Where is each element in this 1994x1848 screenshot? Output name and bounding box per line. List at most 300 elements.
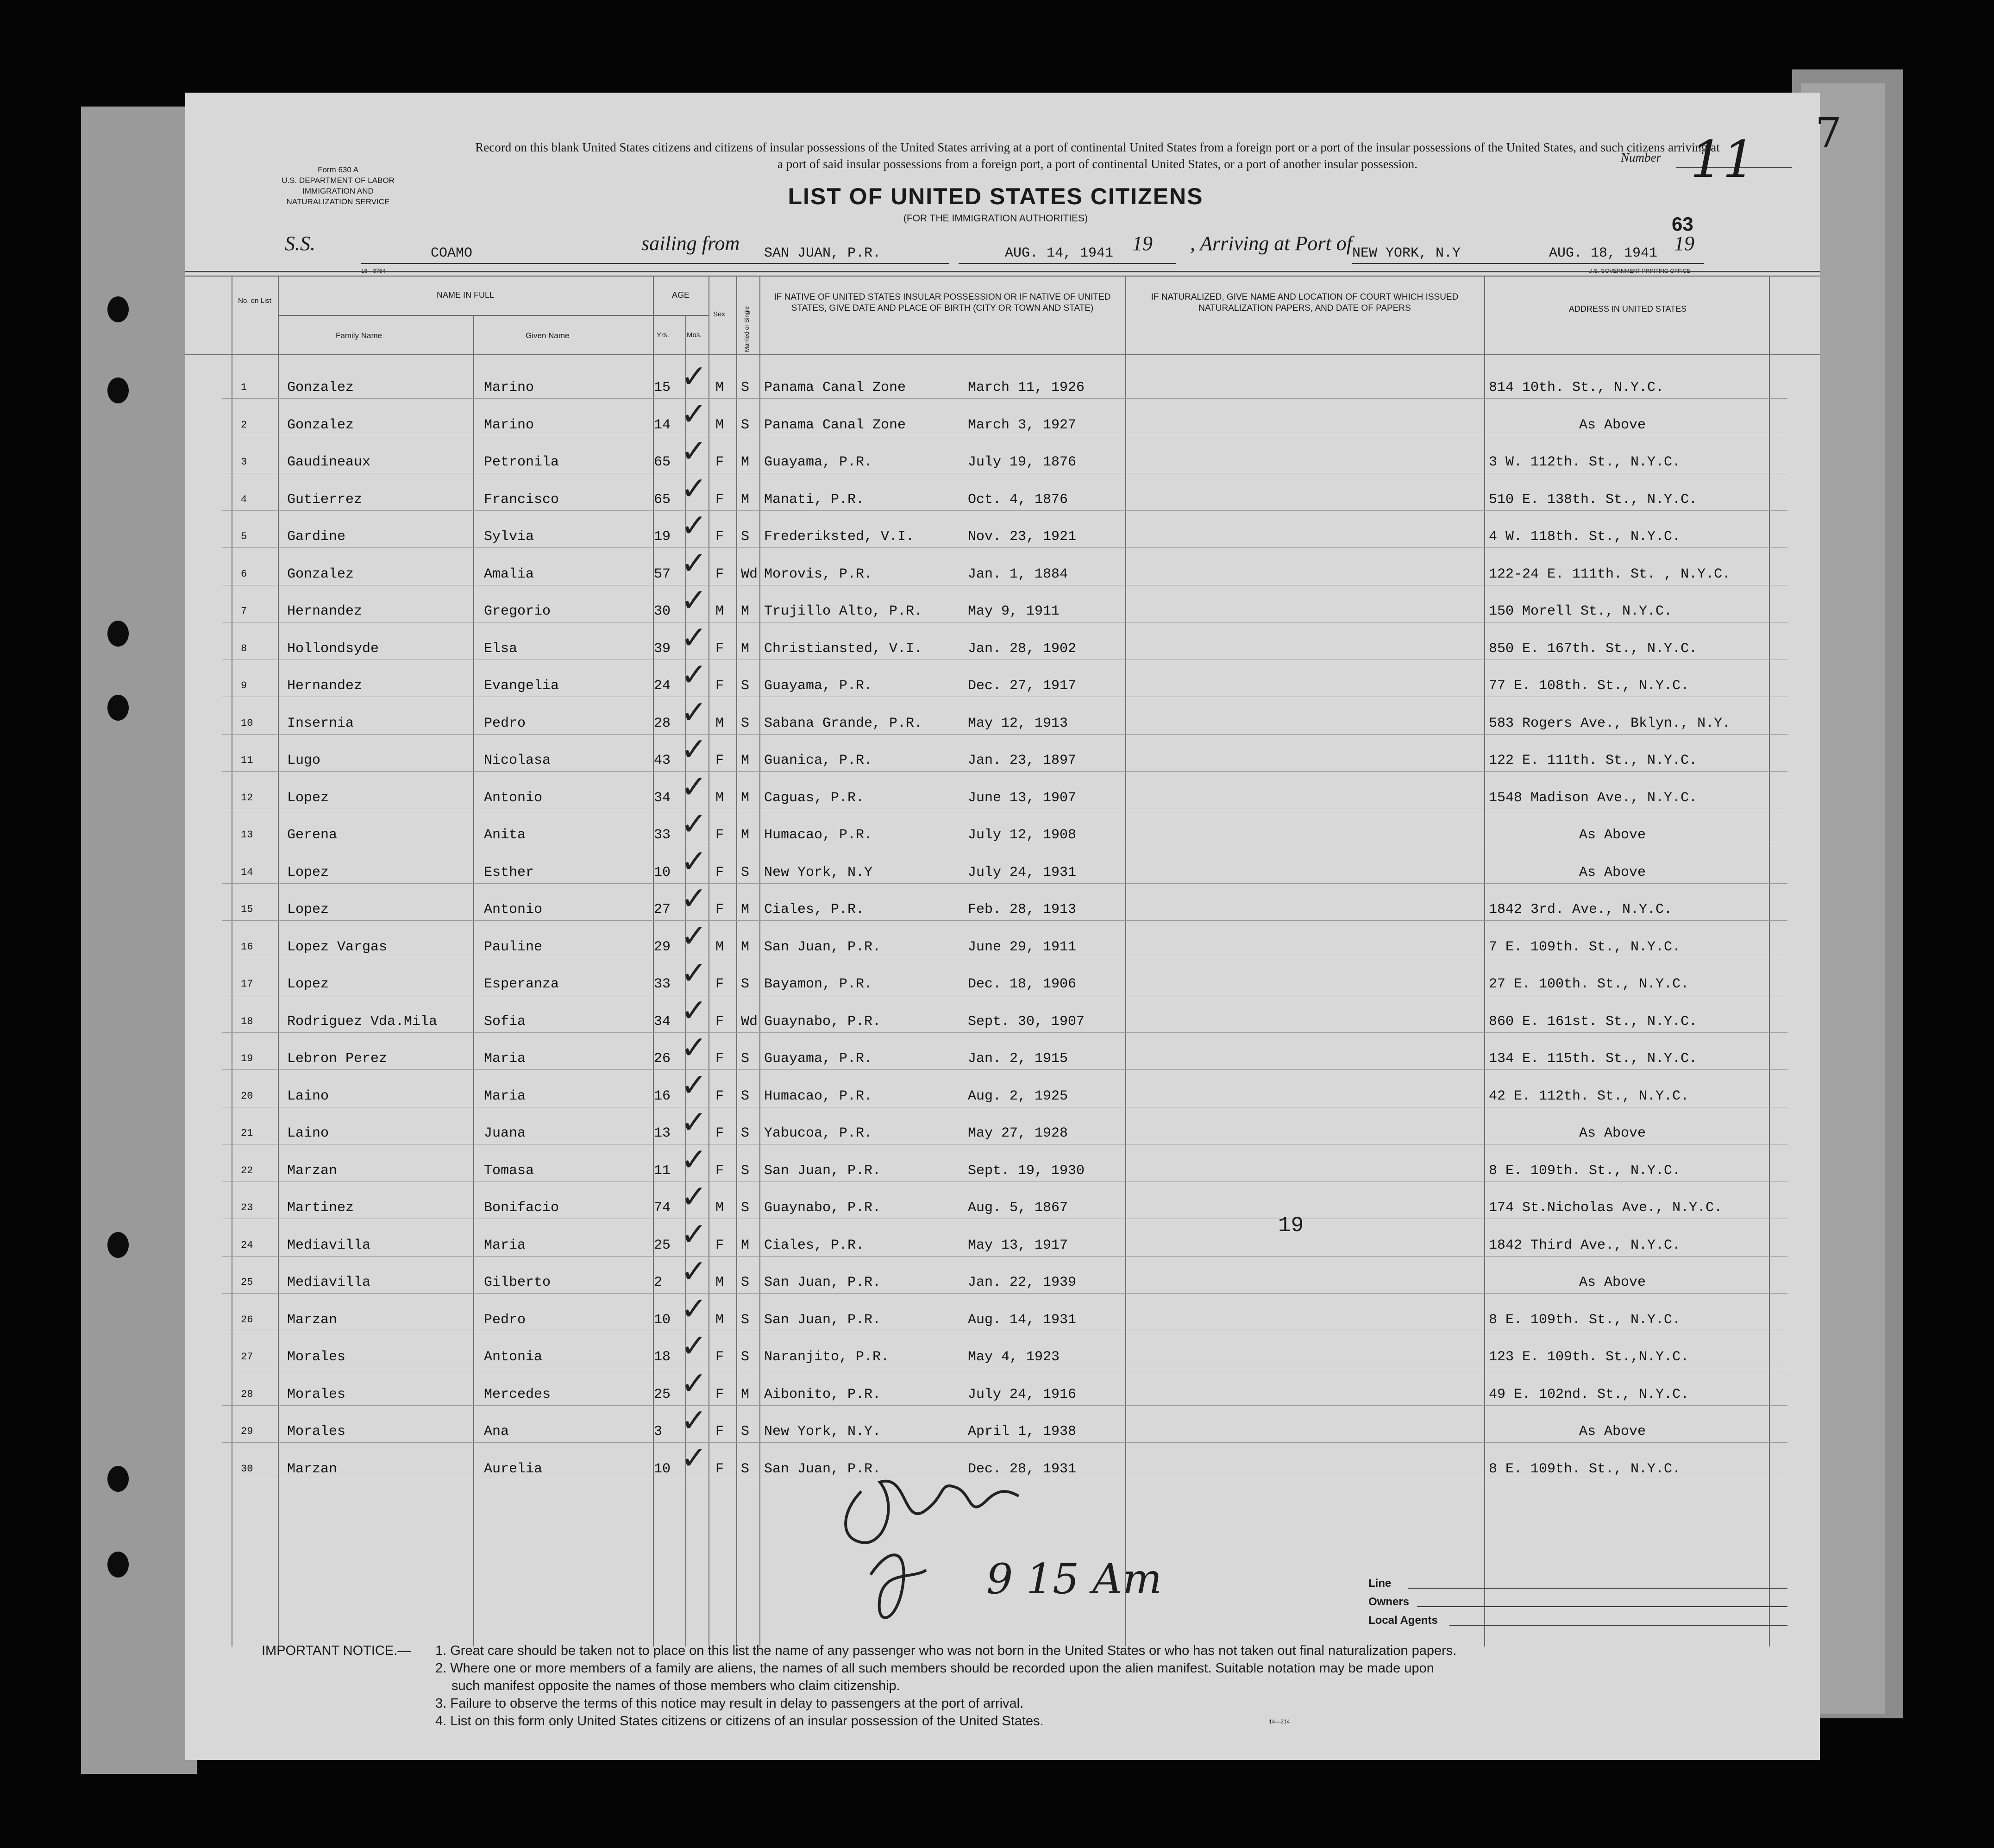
cell-family: Laino [287, 1125, 329, 1141]
check-mark-icon: ✓ [681, 731, 707, 768]
form-identifier [245, 164, 431, 207]
cell-yrs: 57 [654, 566, 671, 582]
cell-address: 49 E. 102nd. St., N.Y.C. [1489, 1386, 1689, 1402]
manifest-page [185, 93, 1842, 1760]
cell-yrs: 34 [654, 1013, 671, 1030]
cell-ms: M [741, 902, 750, 918]
ship-name: COAMO [431, 245, 473, 261]
cell-place: Ciales, P.R. [764, 902, 865, 918]
cell-family: Gerena [287, 827, 338, 843]
cell-address: 77 E. 108th. St., N.Y.C. [1489, 678, 1689, 694]
cell-ms: S [741, 1312, 750, 1328]
check-mark-icon: ✓ [681, 396, 707, 433]
year-prefix-2: 19 [1674, 232, 1694, 255]
cell-ms: S [741, 380, 750, 396]
cell-given: Pedro [484, 1312, 526, 1328]
notice-item-2: 2. Where one or more members of a family are aliens, the names of all such members should be recorded upon the alien manifest. Suitable notation may be made upon [435, 1661, 1434, 1676]
cell-ms: Wd [741, 1013, 758, 1030]
cell-ms: S [741, 1349, 750, 1365]
stamp-number: 63 [1672, 213, 1693, 235]
cell-family: Gutierrez [287, 491, 363, 508]
cell-sex: F [715, 976, 724, 992]
cell-no: 14 [241, 866, 253, 878]
check-mark-icon: ✓ [681, 1365, 707, 1402]
cell-date: Feb. 28, 1913 [968, 902, 1077, 918]
cell-date: March 3, 1927 [968, 417, 1077, 433]
cell-given: Marino [484, 417, 534, 433]
cell-yrs: 2 [654, 1275, 663, 1290]
cell-place: Humacao, P.R. [764, 1088, 873, 1104]
check-mark-icon: ✓ [681, 880, 707, 917]
col-header-age: AGE [671, 290, 690, 300]
cell-ms: M [741, 827, 750, 843]
cell-ms: M [741, 641, 750, 657]
cell-given: Sofia [484, 1013, 526, 1030]
cell-sex: M [715, 1200, 724, 1216]
cell-no: 10 [241, 717, 253, 729]
cell-given: Amalia [484, 566, 534, 582]
punch-hole [107, 1232, 129, 1258]
cell-yrs: 3 [654, 1424, 663, 1439]
check-mark-icon: ✓ [681, 1253, 707, 1290]
cell-address: 174 St.Nicholas Ave., N.Y.C. [1489, 1200, 1723, 1216]
cell-family: Hernandez [287, 603, 363, 619]
check-mark-icon: ✓ [681, 1290, 707, 1327]
page-subtitle: (FOR THE IMMIGRATION AUTHORITIES) [903, 213, 1088, 224]
cell-ms: M [741, 753, 750, 768]
cell-no: 3 [241, 456, 247, 468]
cell-given: Esther [484, 864, 534, 880]
cell-family: Lugo [287, 753, 321, 768]
col-header-no: No. on List [238, 297, 271, 305]
sailing-from: SAN JUAN, P.R. [764, 245, 881, 261]
cell-yrs: 65 [654, 454, 671, 470]
cell-no: 22 [241, 1164, 253, 1176]
cell-yrs: 43 [654, 753, 671, 768]
cell-no: 24 [241, 1239, 253, 1251]
cell-place: Guanica, P.R. [764, 753, 873, 768]
cell-yrs: 25 [654, 1237, 671, 1253]
cell-sex: M [715, 603, 724, 619]
cell-no: 8 [241, 642, 247, 654]
sailing-label: sailing from [641, 232, 740, 255]
cell-family: Morales [287, 1349, 346, 1365]
cell-sex: F [715, 827, 724, 843]
cell-ms: S [741, 678, 750, 694]
cell-family: Martinez [287, 1200, 354, 1216]
cell-yrs: 14 [654, 417, 671, 433]
cell-no: 1 [241, 382, 247, 393]
row-rule [222, 734, 1787, 735]
cell-address: 123 E. 109th. St.,N.Y.C. [1489, 1349, 1689, 1365]
cell-place: New York, N.Y. [764, 1424, 881, 1439]
cell-family: Lebron Perez [287, 1051, 388, 1067]
cell-ms: M [741, 491, 750, 508]
cell-address: As Above [1579, 827, 1646, 843]
cell-date: Oct. 4, 1876 [968, 491, 1068, 508]
col-header-address: ADDRESS IN UNITED STATES [1568, 304, 1687, 314]
cell-ms: M [741, 1386, 750, 1402]
cell-sex: F [715, 1461, 724, 1477]
cell-no: 12 [241, 792, 253, 804]
cell-family: Morales [287, 1386, 346, 1402]
sailing-date: AUG. 14, 1941 [1005, 245, 1114, 261]
year-prefix-1: 19 [1132, 232, 1153, 255]
cell-yrs: 30 [654, 603, 671, 619]
cell-address: 122-24 E. 111th. St. , N.Y.C. [1489, 566, 1731, 582]
row-rule [222, 547, 1787, 548]
cell-no: 30 [241, 1463, 253, 1475]
cell-address: 42 E. 112th. St., N.Y.C. [1489, 1088, 1689, 1104]
cell-yrs: 13 [654, 1125, 671, 1141]
col-header-naturalized: IF NATURALIZED, GIVE NAME AND LOCATION OF COURT WHICH ISSUED NATURALIZATION PAPERS, AND DATE OF PAPERS [1151, 292, 1459, 313]
check-mark-icon: ✓ [681, 657, 707, 693]
cell-sex: M [715, 417, 724, 433]
cell-sex: F [715, 1163, 724, 1179]
cell-given: Pauline [484, 939, 543, 955]
cell-family: Hernandez [287, 678, 363, 694]
cell-yrs: 19 [654, 529, 671, 545]
cell-sex: M [715, 1312, 724, 1328]
cell-ms: M [741, 454, 750, 470]
col-header-sex: Sex [713, 310, 725, 318]
cell-place: Caguas, P.R. [764, 790, 865, 806]
col-header-birth: IF NATIVE OF UNITED STATES INSULAR POSSESSION OR IF NATIVE OF UNITED STATES, GIVE DATE AND PLACE OF BIRTH (CITY OR TOWN AND STATE) [774, 292, 1111, 313]
notice-heading: IMPORTANT NOTICE.— [262, 1643, 411, 1658]
cell-date: July 24, 1916 [968, 1386, 1077, 1402]
owners-label: Owners [1368, 1596, 1410, 1608]
notice-item-1: 1. Great care should be taken not to place on this list the name of any passenger who was not born in the United States or who has not taken out final naturalization papers. [435, 1643, 1457, 1658]
cell-address: 1842 Third Ave., N.Y.C. [1489, 1237, 1681, 1253]
cell-sex: M [715, 939, 724, 955]
form-instructions: Record on this blank United States citizens and citizens of insular possessions of the United States arriving at a port of continental United States from a foreign port or a port of the insular possessions of the United States, and such citizens arriving at a port of said insular possessions from a foreign port, a port of continental United States, or a port of another insular possession. [475, 140, 1720, 171]
cell-address: 7 E. 109th. St., N.Y.C. [1489, 939, 1681, 955]
cell-no: 17 [241, 978, 253, 990]
cell-ms: S [741, 1088, 750, 1104]
cell-family: Morales [287, 1424, 346, 1439]
punch-hole [107, 1552, 129, 1578]
cell-given: Anita [484, 827, 526, 843]
cell-sex: F [715, 1013, 724, 1030]
cell-place: Sabana Grande, P.R. [764, 715, 923, 731]
cell-address: 1548 Madison Ave., N.Y.C. [1489, 790, 1698, 806]
cell-address: 8 E. 109th. St., N.Y.C. [1489, 1312, 1681, 1328]
cell-ms: S [741, 417, 750, 433]
cell-date: Jan. 28, 1902 [968, 641, 1077, 657]
cell-no: 16 [241, 941, 253, 953]
cell-date: May 27, 1928 [968, 1125, 1068, 1141]
cell-sex: F [715, 491, 724, 508]
check-mark-icon: ✓ [681, 1141, 707, 1178]
cell-ms: S [741, 1200, 750, 1216]
cell-date: Dec. 18, 1906 [968, 976, 1077, 992]
cell-address: 8 E. 109th. St., N.Y.C. [1489, 1461, 1681, 1477]
punch-hole [107, 1466, 129, 1492]
cell-no: 27 [241, 1351, 253, 1363]
cell-date: July 24, 1931 [968, 864, 1077, 880]
cell-date: Aug. 14, 1931 [968, 1312, 1077, 1328]
cell-sex: M [715, 380, 724, 396]
cell-place: Guayama, P.R. [764, 454, 873, 470]
cell-address: 8 E. 109th. St., N.Y.C. [1489, 1163, 1681, 1179]
cell-date: June 13, 1907 [968, 790, 1077, 806]
cell-yrs: 16 [654, 1088, 671, 1104]
cell-family: Gonzalez [287, 566, 354, 582]
cell-given: Evangelia [484, 678, 559, 694]
cell-family: Lopez [287, 976, 329, 992]
cell-yrs: 15 [654, 380, 671, 396]
cell-address: 4 W. 118th. St., N.Y.C. [1489, 529, 1681, 545]
cell-place: Frederiksted, V.I. [764, 529, 915, 545]
check-mark-icon: ✓ [681, 508, 707, 544]
cell-date: July 12, 1908 [968, 827, 1077, 843]
cell-ms: M [741, 790, 750, 806]
punch-hole [107, 377, 129, 403]
cell-family: Laino [287, 1088, 329, 1104]
cell-family: Marzan [287, 1461, 338, 1477]
cell-no: 11 [241, 754, 253, 766]
cell-given: Maria [484, 1051, 526, 1067]
col-header-name-in-full: NAME IN FULL [436, 290, 495, 300]
check-mark-icon: ✓ [681, 433, 707, 470]
check-mark-icon: ✓ [681, 955, 707, 992]
row-rule [222, 1405, 1787, 1406]
row-rule [222, 1442, 1787, 1443]
cell-ms: S [741, 715, 750, 731]
cell-yrs: 74 [654, 1200, 671, 1216]
check-mark-icon: ✓ [681, 619, 707, 656]
cell-yrs: 33 [654, 976, 671, 992]
cell-address: 122 E. 111th. St., N.Y.C. [1489, 753, 1698, 768]
check-mark-icon: ✓ [681, 806, 707, 842]
arrival-time-note: 9 15 Am [986, 1555, 1162, 1603]
cell-sex: F [715, 678, 724, 694]
cell-given: Tomasa [484, 1163, 534, 1179]
cell-place: Panama Canal Zone [764, 380, 906, 396]
cell-yrs: 10 [654, 1312, 671, 1328]
cell-date: Nov. 23, 1921 [968, 529, 1077, 545]
handwritten-signature [834, 1454, 1297, 1649]
cell-family: Lopez [287, 790, 329, 806]
department-name: U.S. DEPARTMENT OF LABOR [282, 176, 395, 185]
cell-yrs: 18 [654, 1349, 671, 1365]
cell-place: Bayamon, P.R. [764, 976, 873, 992]
cell-place: San Juan, P.R. [764, 1312, 881, 1328]
cell-address: 3 W. 112th. St., N.Y.C. [1489, 454, 1681, 470]
cell-yrs: 39 [654, 641, 671, 657]
cell-place: Humacao, P.R. [764, 827, 873, 843]
check-mark-icon: ✓ [681, 470, 707, 507]
cell-given: Aurelia [484, 1461, 543, 1477]
cell-given: Bonifacio [484, 1200, 559, 1216]
local-agents-label: Local Agents [1368, 1614, 1438, 1627]
cell-place: Naranjito, P.R. [764, 1349, 890, 1365]
cell-yrs: 29 [654, 939, 671, 955]
cell-place: San Juan, P.R. [764, 1275, 881, 1290]
cell-yrs: 26 [654, 1051, 671, 1067]
col-header-yrs: Yrs. [657, 331, 669, 339]
cell-date: April 1, 1938 [968, 1424, 1077, 1439]
cell-given: Ana [484, 1424, 509, 1439]
cell-family: Marzan [287, 1163, 338, 1179]
notice-item-3: 3. Failure to observe the terms of this notice may result in delay to passengers at the port of arrival. [435, 1696, 1024, 1711]
cell-family: Marzan [287, 1312, 338, 1328]
line-label: Line [1368, 1577, 1392, 1590]
check-mark-icon: ✓ [681, 918, 707, 955]
cell-family: Lopez [287, 902, 329, 918]
cell-sex: F [715, 1088, 724, 1104]
cell-place: Christiansted, V.I. [764, 641, 923, 657]
notice-item-2-cont: such manifest opposite the names of those members who claim citizenship. [451, 1678, 900, 1693]
arriving-label: , Arriving at Port of [1190, 232, 1352, 255]
cell-given: Gilberto [484, 1275, 551, 1290]
cell-date: May 12, 1913 [968, 715, 1068, 731]
row-rule [222, 1256, 1787, 1257]
cell-given: Pedro [484, 715, 526, 731]
cell-no: 20 [241, 1090, 253, 1102]
cell-sex: F [715, 864, 724, 880]
cell-no: 26 [241, 1314, 253, 1326]
cell-given: Maria [484, 1088, 526, 1104]
service-name-2: NATURALIZATION SERVICE [286, 197, 390, 206]
cell-place: Guayama, P.R. [764, 678, 873, 694]
page-corner-mark: 7 [1815, 109, 1842, 157]
cell-place: Morovis, P.R. [764, 566, 873, 582]
cell-address: 1842 3rd. Ave., N.Y.C. [1489, 902, 1673, 918]
col-header-given-name: Given Name [526, 331, 570, 340]
cell-date: Sept. 19, 1930 [968, 1163, 1085, 1179]
cell-sex: F [715, 566, 724, 582]
check-mark-icon: ✓ [681, 582, 707, 619]
cell-ms: S [741, 1461, 750, 1477]
cell-ms: S [741, 1163, 750, 1179]
cell-ms: S [741, 976, 750, 992]
cell-given: Esperanza [484, 976, 559, 992]
cell-date: March 11, 1926 [968, 380, 1085, 396]
cell-date: June 29, 1911 [968, 939, 1077, 955]
row-rule [222, 398, 1787, 399]
cell-place: Guayama, P.R. [764, 1051, 873, 1067]
row-rule [222, 510, 1787, 511]
cell-address: 583 Rogers Ave., Bklyn., N.Y. [1489, 715, 1731, 731]
cell-given: Marino [484, 380, 534, 396]
cell-ms: S [741, 529, 750, 545]
cell-ms: S [741, 864, 750, 880]
cell-ms: M [741, 603, 750, 619]
cell-given: Juana [484, 1125, 526, 1141]
check-mark-icon: ✓ [681, 1179, 707, 1215]
cell-place: Aibonito, P.R. [764, 1386, 881, 1402]
cell-date: Dec. 27, 1917 [968, 678, 1077, 694]
cell-sex: F [715, 1125, 724, 1141]
cell-place: Manati, P.R. [764, 491, 865, 508]
form-number: Form 630 A [318, 165, 358, 174]
cell-given: Antonia [484, 1349, 543, 1365]
cell-no: 4 [241, 493, 247, 505]
cell-given: Elsa [484, 641, 518, 657]
cell-given: Mercedes [484, 1386, 551, 1402]
cell-family: Mediavilla [287, 1275, 371, 1290]
cell-given: Antonio [484, 790, 543, 806]
cell-family: Mediavilla [287, 1237, 371, 1253]
cell-date: July 19, 1876 [968, 454, 1077, 470]
punch-hole [107, 621, 129, 647]
punch-hole [107, 695, 129, 721]
cell-no: 25 [241, 1276, 253, 1288]
cell-no: 19 [241, 1053, 253, 1064]
cell-no: 6 [241, 568, 247, 580]
cell-given: Gregorio [484, 603, 551, 619]
cell-yrs: 24 [654, 678, 671, 694]
cell-ms: S [741, 1051, 750, 1067]
check-mark-icon: ✓ [681, 1402, 707, 1439]
cell-no: 13 [241, 829, 253, 841]
cell-address: As Above [1579, 1275, 1646, 1290]
cell-yrs: 34 [654, 790, 671, 806]
cell-yrs: 11 [654, 1163, 671, 1179]
cell-place: San Juan, P.R. [764, 1461, 881, 1477]
cell-yrs: 27 [654, 902, 671, 918]
cell-family: Gaudineaux [287, 454, 371, 470]
cell-yrs: 25 [654, 1386, 671, 1402]
cell-sex: F [715, 1424, 724, 1439]
cell-address: 150 Morell St., N.Y.C. [1489, 603, 1673, 619]
cell-date: Jan. 22, 1939 [968, 1275, 1077, 1290]
cell-ms: S [741, 1125, 750, 1141]
check-mark-icon: ✓ [681, 768, 707, 805]
list-number-label: Number [1621, 151, 1661, 164]
cell-sex: F [715, 1051, 724, 1067]
cell-ms: M [741, 939, 750, 955]
cell-family: Insernia [287, 715, 354, 731]
row-rule [222, 920, 1787, 921]
check-mark-icon: ✓ [681, 358, 707, 395]
cell-sex: F [715, 902, 724, 918]
cell-address: 510 E. 138th. St., N.Y.C. [1489, 491, 1698, 508]
arriving-date: AUG. 18, 1941 [1549, 245, 1658, 261]
check-mark-icon: ✓ [681, 1067, 707, 1104]
cell-given: Nicolasa [484, 753, 551, 768]
cell-address: As Above [1579, 417, 1646, 433]
cell-address: 860 E. 161st. St., N.Y.C. [1489, 1013, 1698, 1030]
cell-address: 27 E. 100th. St., N.Y.C. [1489, 976, 1689, 992]
cell-date: Aug. 2, 1925 [968, 1088, 1068, 1104]
cell-no: 21 [241, 1127, 253, 1139]
cell-ms: Wd [741, 566, 758, 582]
cell-place: Yabucoa, P.R. [764, 1125, 873, 1141]
row-rule [222, 1069, 1787, 1070]
cell-address: 850 E. 167th. St., N.Y.C. [1489, 641, 1698, 657]
cell-place: San Juan, P.R. [764, 939, 881, 955]
cell-given: Petronila [484, 454, 559, 470]
cell-family: Lopez [287, 864, 329, 880]
cell-date: Jan. 23, 1897 [968, 753, 1077, 768]
row-rule [222, 1032, 1787, 1033]
cell-given: Antonio [484, 902, 543, 918]
cell-date: May 13, 1917 [968, 1237, 1068, 1253]
cell-no: 5 [241, 531, 247, 542]
cell-sex: F [715, 641, 724, 657]
arriving-port: NEW YORK, N.Y [1352, 245, 1461, 261]
list-number-value: 11 [1690, 130, 1755, 189]
cell-sex: M [715, 715, 724, 731]
cell-place: Trujillo Alto, P.R. [764, 603, 923, 619]
cell-sex: F [715, 454, 724, 470]
cell-yrs: 10 [654, 1461, 671, 1477]
cell-sex: F [715, 1349, 724, 1365]
cell-place: Panama Canal Zone [764, 417, 906, 433]
check-mark-icon: ✓ [681, 1439, 707, 1477]
